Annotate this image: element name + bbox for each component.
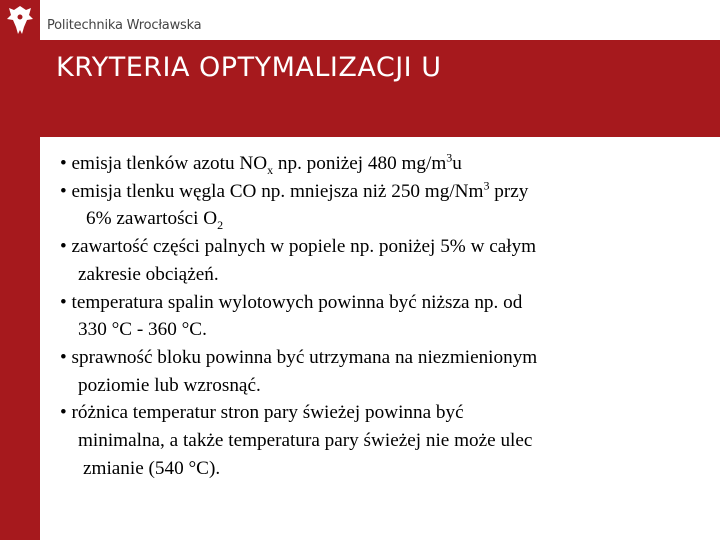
bullet-text: • emisja tlenku węgla CO np. mniejsza niż 250 mg/Nm <box>60 180 484 202</box>
header-strip <box>0 0 720 40</box>
university-eagle-logo-icon <box>0 0 40 40</box>
bullet-text: zakresie obciążeń. <box>78 263 219 285</box>
superscript: 3 <box>483 178 490 193</box>
bullet-text: • emisja tlenków azotu NO <box>60 153 268 174</box>
bullet-continuation <box>60 427 700 455</box>
bullet-item <box>60 150 700 178</box>
bullet-continuation <box>60 205 700 233</box>
bullet-continuation <box>60 372 700 400</box>
bullet-item <box>60 399 700 427</box>
bullet-text: • zawartość części palnych w popiele np. poniżej 5% w całym <box>60 236 537 258</box>
subscript: 2 <box>217 218 224 233</box>
bullet-text: • temperatura spalin wylotowych powinna być niższa np. od <box>60 291 523 313</box>
bullet-text: 6% zawartości O <box>86 208 218 230</box>
bullet-text: przy <box>489 180 529 202</box>
bullet-continuation <box>60 316 700 344</box>
bullet-text: zmianie (540 °C). <box>83 457 221 479</box>
bullet-text: poziomie lub wzrosnąć. <box>78 374 261 396</box>
bullet-text: • różnica temperatur stron pary świeżej powinna być <box>60 402 464 424</box>
left-accent-bar <box>0 0 40 540</box>
bullet-item <box>60 233 700 261</box>
superscript: 3 <box>446 150 453 165</box>
bullet-text: • sprawność bloku powinna być utrzymana na niezmienionym <box>60 346 538 368</box>
title-band <box>40 40 720 137</box>
bullet-text: u <box>452 153 462 174</box>
bullet-continuation <box>60 261 700 289</box>
bullet-text: np. poniżej 480 mg/m <box>273 153 447 174</box>
bullet-item <box>60 178 700 206</box>
bullet-continuation <box>60 455 700 483</box>
subscript: x <box>267 162 274 177</box>
bullet-text: minimalna, a także temperatura pary świeżej nie może ulec <box>78 430 533 452</box>
bullet-text: 330 °C - 360 °C. <box>78 319 207 341</box>
slide-title: KRYTERIA OPTYMALIZACJI U <box>56 52 442 83</box>
bullet-list <box>60 150 700 482</box>
bullet-item <box>60 289 700 317</box>
university-name: Politechnika Wrocławska <box>47 18 202 33</box>
bullet-item <box>60 344 700 372</box>
